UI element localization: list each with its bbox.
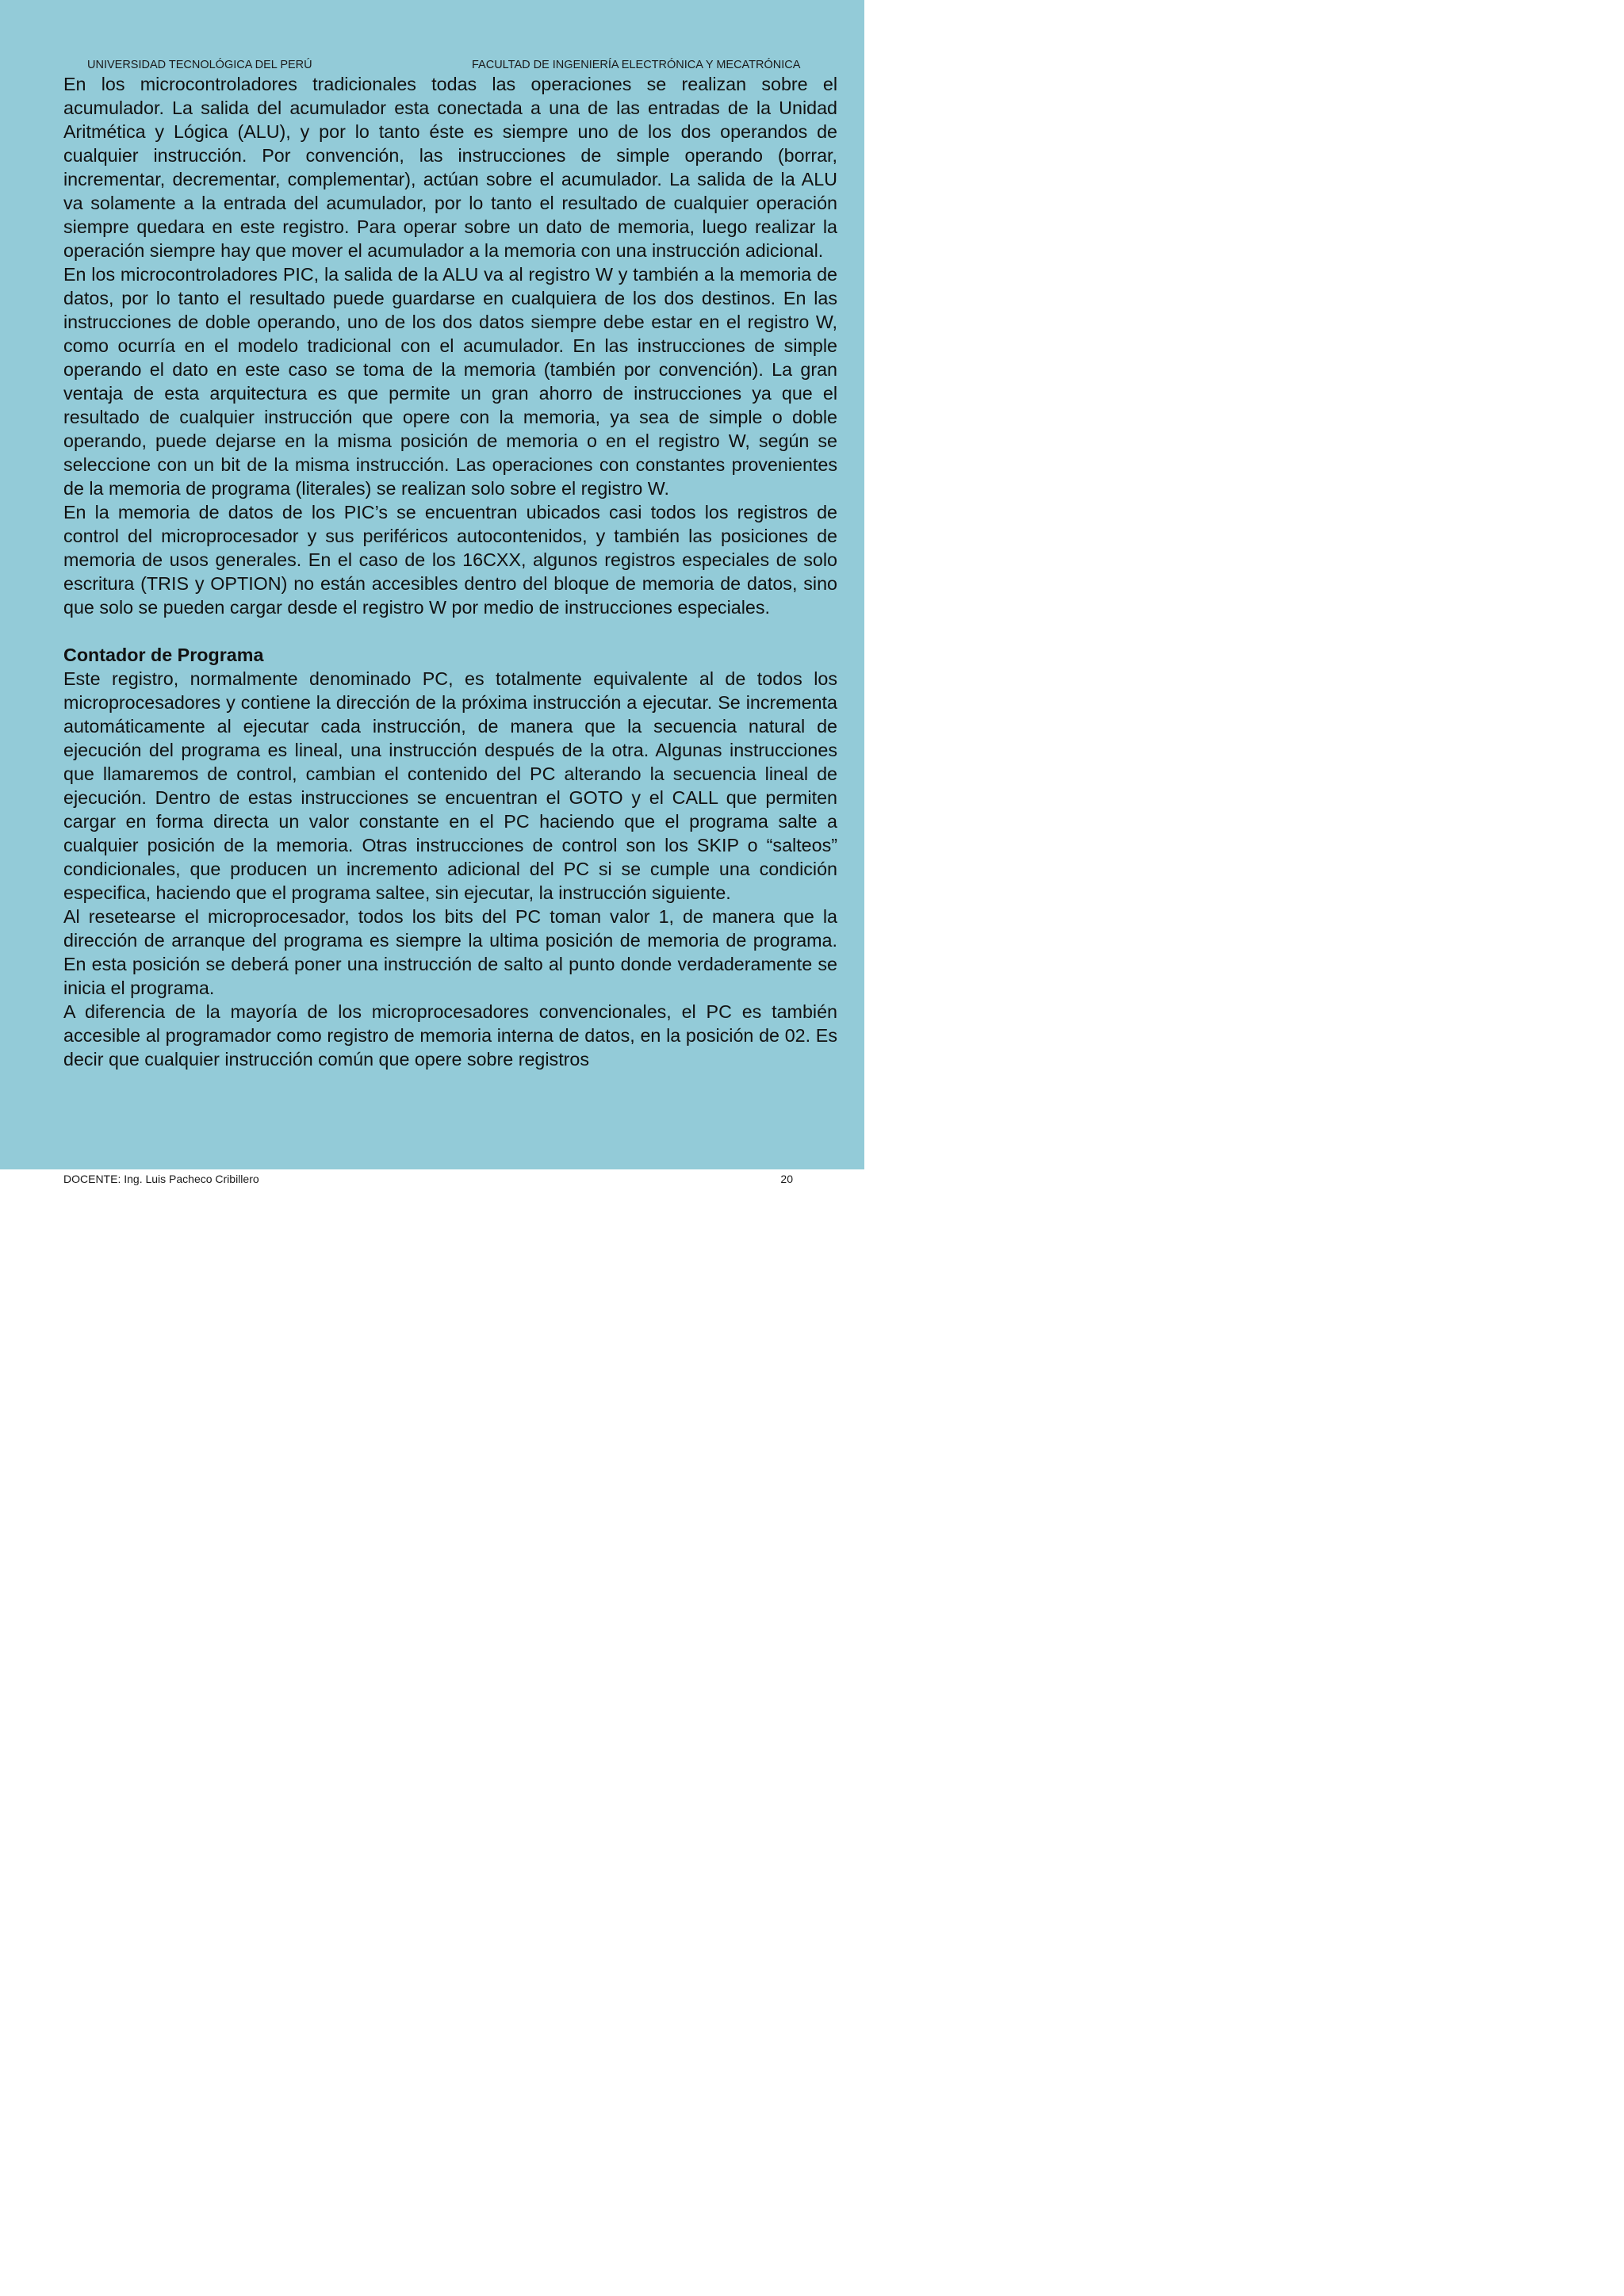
page-footer [63,1172,793,1186]
document-body [63,72,837,1071]
paragraph-memoria-datos: En la memoria de datos de los PIC’s se encuentran ubicados casi todos los registros de control del microprocesador y sus periféricos autocontenidos, y también las posiciones de memoria de usos generales. En el caso de los 16CXX, algunos registros especiales de solo escritura (TRIS y OPTION) no están accesibles dentro del bloque de memoria de datos, sino que solo se pueden cargar desde el registro W por medio de instrucciones especiales. [63,502,837,618]
footer-docente: DOCENTE: Ing. Luis Pacheco Cribillero [63,1173,259,1185]
paragraph-pc-description: Este registro, normalmente denominado PC, es totalmente equivalente al de todos los microprocesadores y contiene la dirección de la próxima instrucción a ejecutar. Se incrementa automáticamente al ejecutar cada instrucción, de manera que la secuencia natural de ejecución del programa es lineal, una instrucción después de la otra. Algunas instrucciones que llamaremos de control, cambian el contenido del PC alterando la secuencia lineal de ejecución. Dentro de estas instrucciones se encuentran el GOTO y el CALL que permiten cargar en forma directa un valor constante en el PC haciendo que el programa salte a cualquier posición de la memoria. Otras instrucciones de control son los SKIP o “salteos” condicionales, que producen un incremento adicional del PC si se cumple una condición especifica, haciendo que el programa saltee, sin ejecutar, la instrucción siguiente. [63,668,837,903]
page-number: 20 [780,1173,793,1185]
section-spacer [63,619,837,643]
paragraph-reset: Al resetearse el microprocesador, todos los bits del PC toman valor 1, de manera que la dirección de arranque del programa es siempre la ultima posición de memoria de programa. En esta posición se deberá poner una instrucción de salto al punto donde verdaderamente se inicia el programa. [63,906,837,998]
paragraph-pc-accesible: A diferencia de la mayoría de los microprocesadores convencionales, el PC es también accesible al programador como registro de memoria interna de datos, en la posición de 02. Es decir que cualquier instrucción común que opere sobre registros [63,1001,837,1070]
paragraph-pic-alu: En los microcontroladores PIC, la salida de la ALU va al registro W y también a la memoria de datos, por lo tanto el resultado puede guardarse en cualquiera de los dos destinos. En las instrucciones de doble operando, uno de los dos datos siempre debe estar en el registro W, como ocurría en el modelo tradicional con el acumulador. En las instrucciones de simple operando el dato en este caso se toma de la memoria (también por convención). La gran ventaja de esta arquitectura es que permite un gran ahorro de instrucciones ya que el resultado de cualquier instrucción que opere con la memoria, ya sea de simple o doble operando, puede dejarse en la misma posición de memoria o en el registro W, según se seleccione con un bit de la misma instrucción. Las operaciones con constantes provenientes de la memoria de programa (literales) se realizan solo sobre el registro W. [63,264,837,499]
paragraph-acumulador: En los microcontroladores tradicionales todas las operaciones se realizan sobre el acumulador. La salida del acumulador esta conectada a una de las entradas de la Unidad Aritmética y Lógica (ALU), y por lo tanto éste es siempre uno de los dos operandos de cualquier instrucción. Por convención, las instrucciones de simple operando (borrar, incrementar, decrementar, complementar), actúan sobre el acumulador. La salida de la ALU va solamente a la entrada del acumulador, por lo tanto el resultado de cualquier operación siempre quedara en este registro. Para operar sobre un dato de memoria, luego realizar la operación siempre hay que mover el acumulador a la memoria con una instrucción adicional. [63,74,837,261]
page-header [87,58,813,72]
header-faculty: FACULTAD DE INGENIERÍA ELECTRÓNICA Y MECATRÓNICA [472,59,801,71]
header-university: UNIVERSIDAD TECNOLÓGICA DEL PERÚ [87,59,312,71]
section-heading: Contador de Programa [63,645,264,665]
